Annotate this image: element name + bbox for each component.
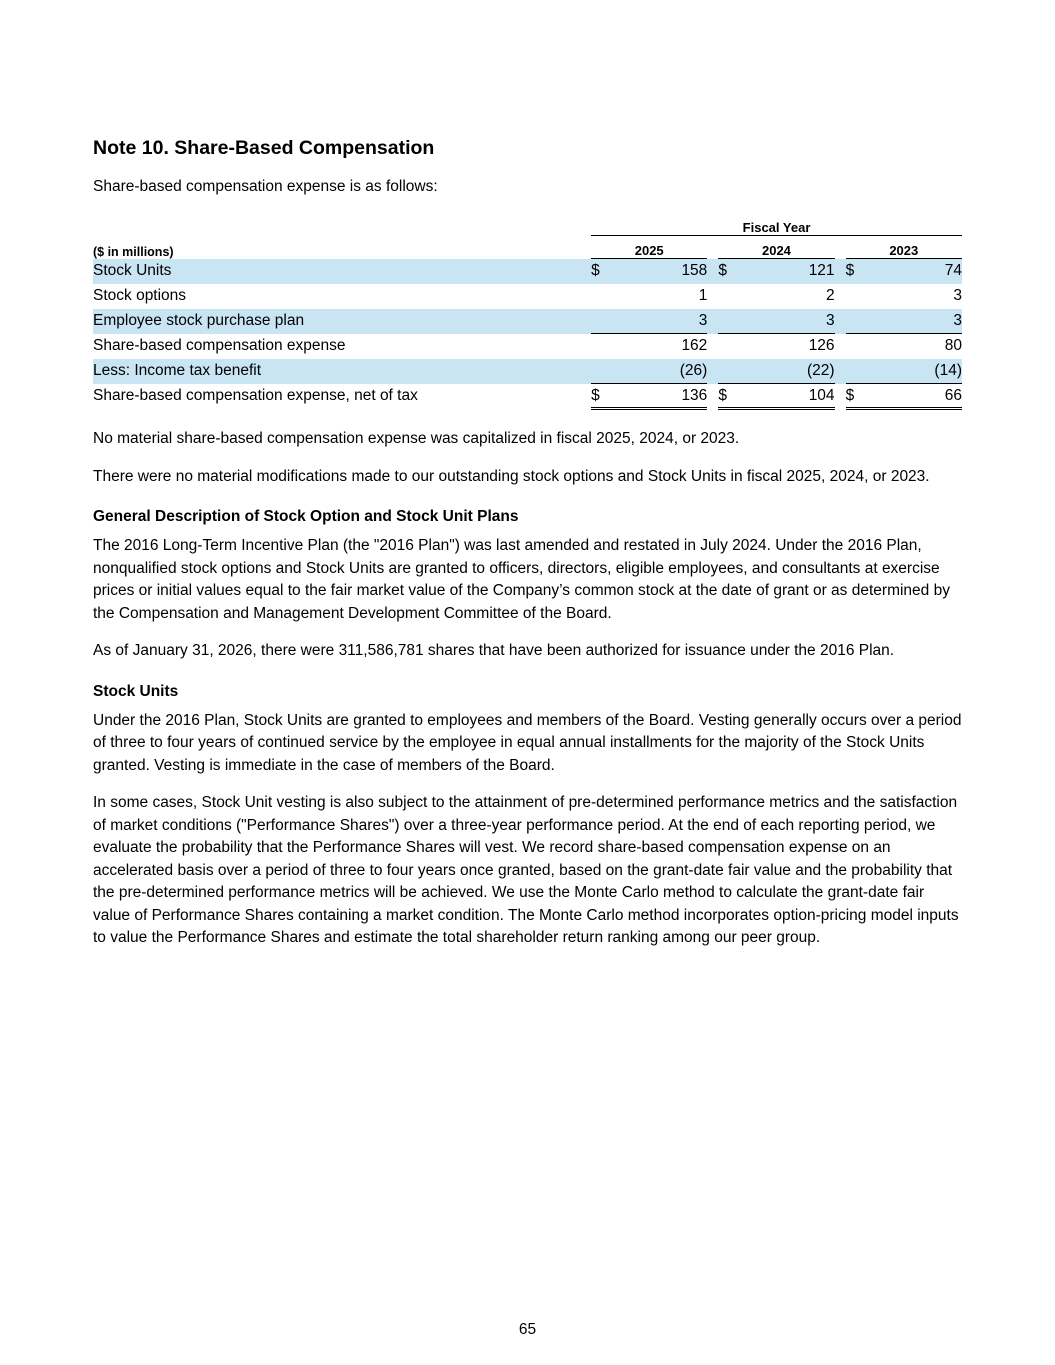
row-label: Share-based compensation expense: [93, 337, 346, 354]
table-row-espp: [93, 309, 962, 334]
paragraph-no-capitalized-expense: No material share-based compensation expense was capitalized in fiscal 2025, 2024, or 2023.: [93, 430, 740, 447]
paragraph-stock-units-vesting: Under the 2016 Plan, Stock Units are granted to employees and members of the Board. Vesting generally occurs over a period of three to four years of continued service by the employee in equal annual installments for the majority of the Stock Units granted. Vesting is immediate in the case of members of the Board.: [93, 711, 962, 774]
spacer-cell: [707, 384, 718, 409]
dollar-sign: $: [591, 259, 618, 284]
dollar-sign: [718, 334, 745, 359]
dollar-sign: [718, 309, 745, 334]
cell-value: 1: [698, 287, 708, 304]
section-heading-stock-units: Stock Units: [93, 682, 179, 700]
empty-header-cell: [93, 214, 591, 236]
cell-value: 66: [873, 384, 962, 409]
dollar-sign: [591, 284, 618, 309]
spacer-cell: [707, 259, 718, 284]
spacer-cell: [835, 259, 846, 284]
unit-label: ($ in millions): [93, 244, 174, 259]
table-row-tax-benefit: [93, 359, 962, 384]
year-column-2025: 2025: [591, 236, 707, 259]
cell-value: (22): [745, 359, 834, 384]
cell-value: 3: [953, 287, 962, 304]
spacer-cell: [835, 309, 846, 334]
dollar-sign: [846, 309, 873, 334]
page-title: Note 10. Share-Based Compensation: [93, 137, 435, 159]
cell-value: 121: [745, 259, 834, 284]
cell-value: 2: [825, 287, 835, 304]
dollar-sign: $: [846, 384, 873, 409]
dollar-sign: [846, 334, 873, 359]
cell-value: 126: [808, 337, 835, 355]
cell-value: 136: [618, 384, 707, 409]
cell-value: 162: [681, 337, 708, 355]
table-row-stock-units: [93, 259, 962, 284]
row-label: Less: Income tax benefit: [93, 359, 591, 384]
dollar-sign: [591, 359, 618, 384]
spacer-cell: [835, 236, 846, 259]
dollar-sign: [591, 334, 618, 359]
table-row-stock-options: [93, 284, 962, 309]
table-row-total-expense: [93, 334, 962, 359]
spacer-cell: [707, 309, 718, 334]
spacer-cell: [835, 359, 846, 384]
paragraph-2016-plan: The 2016 Long-Term Incentive Plan (the "2016 Plan") was last amended and restated in July 2024. Under the 2016 Plan, nonqualified stock options and Stock Units are granted to officers, directors, eligible employees, and consultants at exercise prices or initial values equal to the fair market value of the Company’s common stock at the date of grant or as determined by the Compensation and Management Development Committee of the Board.: [93, 537, 950, 622]
dollar-sign: $: [591, 384, 618, 409]
cell-value: 104: [745, 384, 834, 409]
table-header-group-row: [93, 214, 962, 236]
cell-value: 3: [873, 309, 962, 334]
dollar-sign: [718, 359, 745, 384]
spacer-cell: [707, 236, 718, 259]
paragraph-no-modifications: There were no material modifications made to our outstanding stock options and Stock Units in fiscal 2025, 2024, or 2023.: [93, 467, 930, 485]
table-row-net-expense: [93, 384, 962, 409]
cell-value: 80: [944, 337, 962, 355]
paragraph-authorized-shares: As of January 31, 2026, there were 311,586,781 shares that have been authorized for issuance under the 2016 Plan.: [93, 642, 895, 659]
row-label: Stock options: [93, 287, 187, 304]
spacer-cell: [835, 384, 846, 409]
row-label: Stock Units: [93, 259, 591, 284]
dollar-sign: $: [718, 259, 745, 284]
fiscal-year-header: Fiscal Year: [591, 214, 962, 236]
cell-value: 3: [618, 309, 707, 334]
dollar-sign: [591, 309, 618, 334]
page-number: 65: [518, 1321, 537, 1338]
spacer-cell: [835, 284, 846, 309]
spacer-cell: [835, 334, 846, 359]
dollar-sign: [718, 284, 745, 309]
row-label: Share-based compensation expense, net of tax: [93, 387, 418, 404]
intro-text: Share-based compensation expense is as follows:: [93, 178, 438, 195]
spacer-cell: [707, 334, 718, 359]
row-label: Employee stock purchase plan: [93, 309, 591, 334]
dollar-sign: [846, 359, 873, 384]
cell-value: 3: [745, 309, 834, 334]
dollar-sign: [846, 284, 873, 309]
year-column-2023: 2023: [846, 236, 962, 259]
dollar-sign: $: [846, 259, 873, 284]
year-column-2024: 2024: [718, 236, 834, 259]
paragraph-performance-shares: In some cases, Stock Unit vesting is also subject to the attainment of pre-determined performance metrics and the satisfaction of market conditions ("Performance Shares") over a three-year performance period. At the end of each reporting period, we evaluate the probability that the Performance Shares will vest. We record share-based compensation expense on an accelerated basis over a period of three to four years once granted, based on the grant-date fair value and the probability that the pre-determined performance metrics will be achieved. We use the Monte Carlo method to calculate the grant-date fair value of Performance Shares containing a market condition. The Monte Carlo method incorporates option-pricing model inputs to value the Performance Shares and estimate the total shareholder return ranking among our peer group.: [93, 794, 959, 946]
spacer-cell: [707, 359, 718, 384]
cell-value: 158: [618, 259, 707, 284]
compensation-expense-table: [93, 214, 962, 411]
cell-value: (26): [618, 359, 707, 384]
cell-value: (14): [873, 359, 962, 384]
table-header-years-row: [93, 236, 962, 259]
section-heading-general-description: General Description of Stock Option and Stock Unit Plans: [93, 508, 519, 525]
dollar-sign: $: [718, 384, 745, 409]
spacer-cell: [707, 284, 718, 309]
cell-value: 74: [873, 259, 962, 284]
